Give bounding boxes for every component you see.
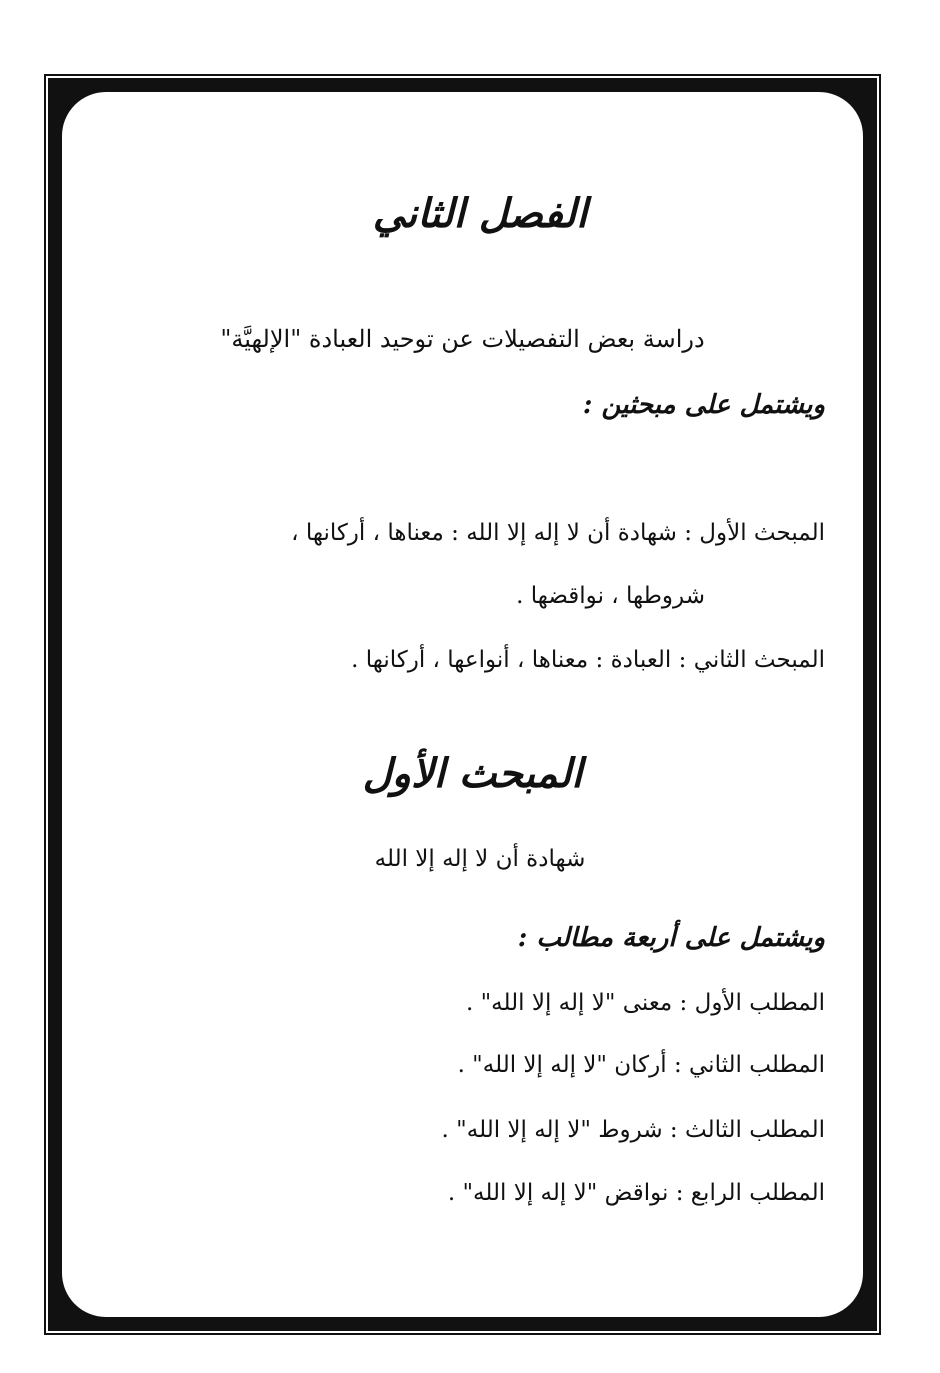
section-item-2: المطلب الثاني : أركان "لا إله إلا الله" . [457, 1052, 825, 1078]
chapter-section-2-line-1: المبحث الثاني : العبادة : معناها ، أنواعها ، أركانها . [351, 647, 825, 673]
chapter-title: الفصل الثاني [372, 190, 588, 237]
section-item-3: المطلب الثالث : شروط "لا إله إلا الله" . [441, 1117, 825, 1143]
section-item-4: المطلب الرابع : نواقض "لا إله إلا الله" . [447, 1180, 825, 1206]
chapter-section-1-line-2: شروطها ، نواقضها . [516, 583, 705, 609]
section-subtitle: شهادة أن لا إله إلا الله [374, 846, 586, 872]
chapter-section-1-line-1: المبحث الأول : شهادة أن لا إله إلا الله : معناها ، أركانها ، [291, 520, 825, 546]
document-page [60, 90, 865, 1319]
section-intro: ويشتمل على أربعة مطالب : [517, 923, 825, 953]
chapter-subtitle: دراسة بعض التفصيلات عن توحيد العبادة "الإلهيَّة" [220, 325, 705, 353]
section-title: المبحث الأول [362, 750, 583, 797]
section-item-1: المطلب الأول : معنى "لا إله إلا الله" . [465, 990, 825, 1016]
chapter-intro: ويشتمل على مبحثين : [582, 390, 825, 420]
